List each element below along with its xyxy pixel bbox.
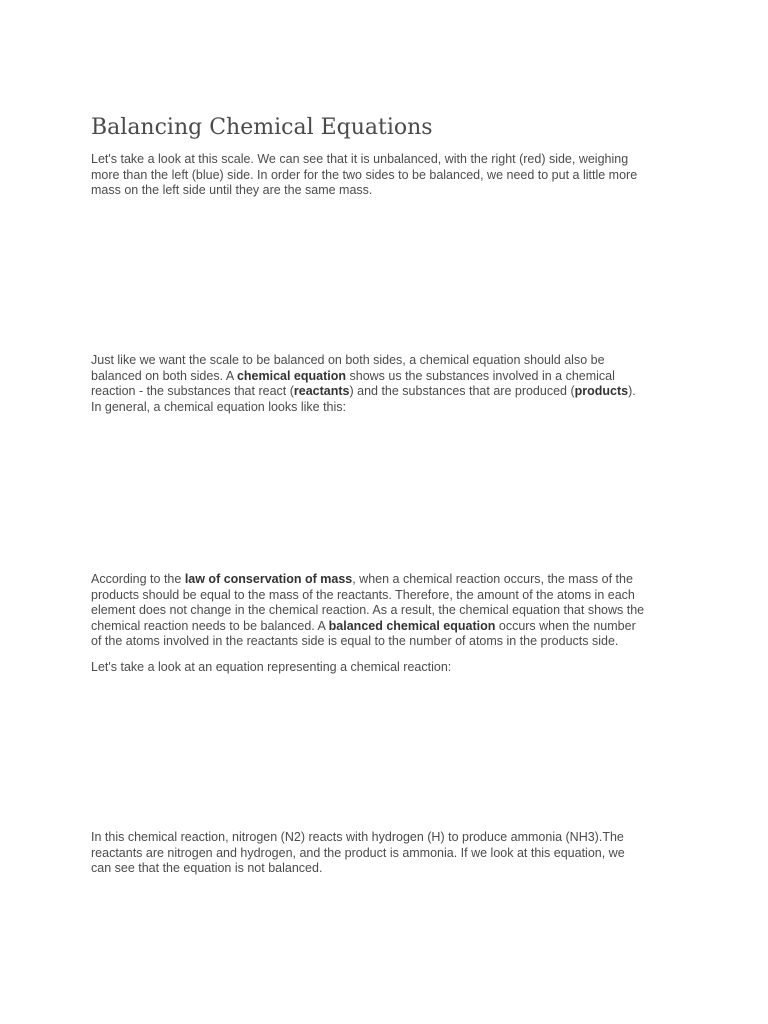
text-line: products should be equal to the mass of the reactants. Therefore, the amount of the atoms in each: [91, 587, 635, 602]
text-line: [91, 619, 691, 635]
text-span: According to the: [91, 572, 185, 586]
paragraph-chemical-equation: [91, 353, 691, 415]
text-span: occurs when the number: [495, 618, 636, 633]
term-chemical-equation: chemical equation: [236, 368, 347, 383]
term-law-of-conservation-of-mass: law of conservation of mass: [184, 572, 353, 586]
paragraph-scale-intro: [91, 152, 691, 199]
text-line: In this chemical reaction, nitrogen (N2) reacts with hydrogen (H) to produce ammonia (NH3).The: [91, 830, 624, 844]
text-line: reactants are nitrogen and hydrogen, and the product is ammonia. If we look at this equation, we: [91, 845, 625, 860]
text-line: In general, a chemical equation looks like this:: [91, 399, 347, 414]
text-span: ).: [628, 384, 636, 398]
paragraph-equation-intro: [91, 660, 691, 676]
text-span: chemical reaction needs to be balanced. A: [91, 618, 329, 633]
term-reactants: reactants: [293, 384, 350, 398]
text-line: of the atoms involved in the reactants side is equal to the number of atoms in the products side.: [91, 634, 619, 648]
paragraph-conservation-of-mass: [91, 572, 691, 650]
text-line: more than the left (blue) side. In order for the two sides to be balanced, we need to put a little more: [91, 167, 638, 182]
text-span: , when a chemical reaction occurs, the mass of the: [352, 572, 633, 586]
text-line: Let's take a look at this scale. We can see that it is unbalanced, with the right (red) side, weighing: [91, 152, 629, 166]
text-line: mass on the left side until they are the same mass.: [91, 183, 373, 197]
text-span: ) and the substances that are produced (: [349, 384, 575, 398]
text-line: Let's take a look at an equation representing a chemical reaction:: [91, 660, 452, 674]
text-line: can see that the equation is not balanced.: [91, 861, 323, 875]
text-span: shows us the substances involved in a chemical: [346, 368, 615, 383]
text-line: [91, 369, 691, 385]
term-balanced-chemical-equation: balanced chemical equation: [328, 618, 496, 633]
text-span: balanced on both sides. A: [91, 368, 237, 383]
paragraph-ammonia-reaction: [91, 830, 691, 877]
text-line: element does not change in the chemical reaction. As a result, the chemical equation that shows the: [91, 603, 645, 617]
page-title: Balancing Chemical Equations: [91, 115, 433, 140]
blank-figure-area-scale: [91, 205, 691, 345]
text-span: reaction - the substances that react (: [91, 384, 294, 398]
text-line: [91, 572, 691, 588]
text-line: [91, 384, 691, 400]
blank-figure-area-general-equation: [91, 425, 691, 565]
text-line: Just like we want the scale to be balanced on both sides, a chemical equation should also be: [91, 353, 605, 367]
blank-figure-area-reaction: [91, 685, 691, 825]
term-products: products: [574, 384, 629, 398]
